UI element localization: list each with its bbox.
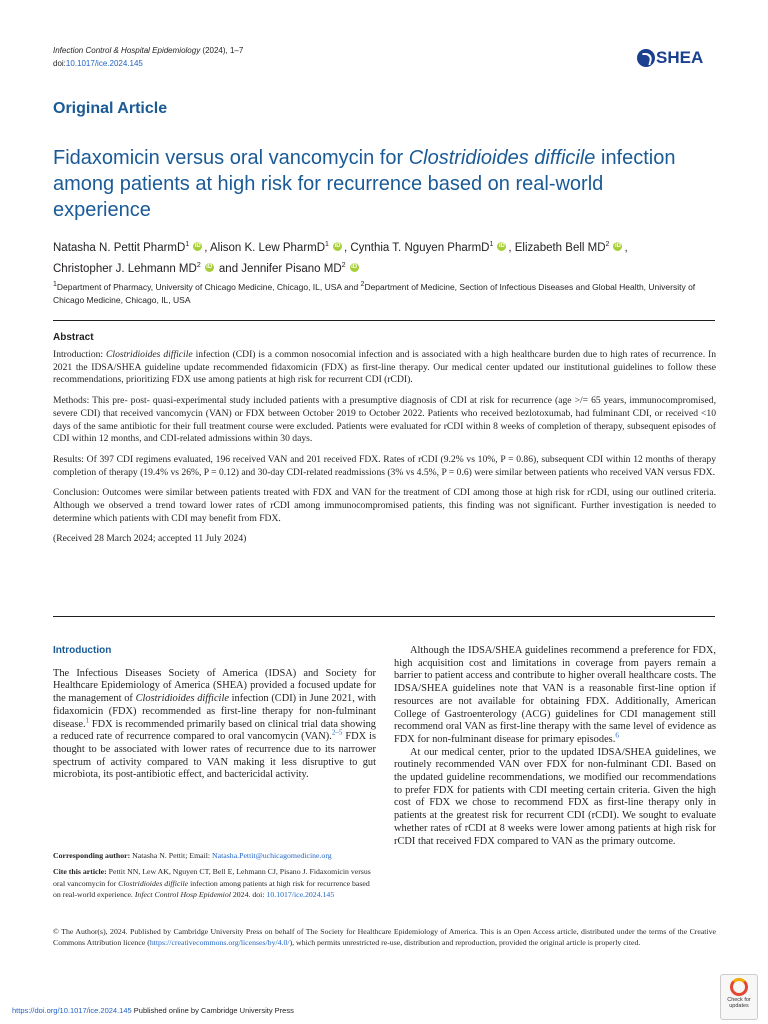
license-statement: © The Author(s), 2024. Published by Cambridge University Press on behalf of The Society for Healthcare Epidemiology of America. This is an Open Access article, distributed under the terms of the Creative Commons Attribution licence (https://creativecommons.org/licenses/by/4.0/), which permits unrestricted re-use, distribution and reproduction, provided the original article is properly cited. <box>53 927 716 948</box>
abstract-body <box>53 349 716 554</box>
divider <box>53 320 715 321</box>
article-type: Original Article <box>53 100 168 117</box>
author-aff: 1 <box>185 241 190 249</box>
shea-logo-icon <box>637 49 655 67</box>
doi-prefix: doi: <box>53 59 66 68</box>
email-link[interactable]: Natasha.Pettit@uchicagomedicine.org <box>212 851 332 860</box>
abstract-methods: Methods: This pre- post- quasi-experimental study included patients with a presumptive diagnosis of CDI at risk for recurrence (age >/= 65 years, immunocompromised, severe CDI) that received vancomycin (VAN) or FDX between October 2019 to October 2022. Patients who received bezlotoxumab, had fulminant CDI, or received <10 days of the same antibiotic for their full treatment course were excluded. Patients were evaluated for rCDI within 8 weeks of completion of therapy, subsequent episodes of CDI within 12 months, and CDI-related admissions within 30 days. <box>53 395 716 445</box>
orcid-icon[interactable]: iD <box>351 264 358 271</box>
orcid-icon[interactable]: iD <box>206 264 213 271</box>
license-link[interactable]: https://creativecommons.org/licenses/by/4.0/ <box>149 938 290 948</box>
author-aff: 2 <box>341 262 346 270</box>
body-paragraph: Although the IDSA/SHEA guidelines recommend a preference for FDX, high acquisition cost and limitations in coverage from payers remain a barrier to patient access and contribute to higher overall healthcare costs. The IDSA/SHEA guidelines note that VAN is a reasonable first-line option if resources are not available for obtaining FDX. Additionally, American College of Gastroenterology (ACG) guidelines for CDI management still recommend oral VAN as first-line therapy with the same level of evidence as FDX for non-fulminant disease for primary episodes.$^6$ <box>394 645 716 745</box>
ref-link[interactable]: 6 <box>615 731 619 740</box>
intro-column <box>53 645 376 782</box>
journal-header <box>53 44 243 70</box>
article-title <box>53 145 693 223</box>
shea-logo-text: SHEA <box>656 48 704 67</box>
abstract-results: Results: Of 397 CDI regimens evaluated, 196 received VAN and 201 received FDX. Rates of rCDI (9.2% vs 10%, P = 0.86), subsequent CDI within 12 months of therapy completion of therapy (19.4% vs 26%, P = 0.12) and 30-day CDI-related readmissions (3% vs 4.5%, P = 0.6) were similar between patients who received VAN versus FDX. <box>53 453 716 478</box>
author-aff: 1 <box>489 241 494 249</box>
check-for-updates-badge[interactable]: Check for updates <box>720 974 758 1020</box>
author-aff: 2 <box>196 262 201 270</box>
title-part2: infection among patients at high risk for recurrence based on real-world experience <box>53 147 676 221</box>
journal-meta: (2024), 1–7 <box>200 46 244 55</box>
author-aff: 1 <box>325 241 329 249</box>
abstract-introduction: Introduction: Clostridioides difficile infection (CDI) is a common nosocomial infection and is associated with a high healthcare burden due to high rates of recurrence. In 2021 the IDSA/SHEA guideline update recommended fidaxomicin (FDX) as first-line therapy. Our medical center updated our institutional guidelines to follow these recommendations, prioritizing FDX use among patients at high risk for recurrent CDI (rCDI). <box>53 349 717 386</box>
title-part1: Fidaxomicin versus oral vancomycin for <box>53 147 409 169</box>
title-italic: Clostridioides difficile <box>408 147 596 169</box>
abstract-heading: Abstract <box>53 332 94 343</box>
orcid-icon[interactable]: iD <box>194 243 201 250</box>
shea-logo <box>637 48 717 70</box>
orcid-icon[interactable]: iD <box>614 243 621 250</box>
author-name[interactable]: Elizabeth Bell MD <box>514 242 606 254</box>
ref-link[interactable]: 1 <box>85 716 90 725</box>
body-paragraph: At our medical center, prior to the updated IDSA/SHEA guidelines, we routinely recommended VAN over FDX for non-fulminant CDI. Based on the updated guideline recommendations, we modified our recommendations to prefer FDX for patients with CDI meeting certain criteria. Given the high cost of FDX we chose to recommend FDX as first-line therapy only in patients at the greatest risk for recurrent CDI (rCDI). We sought to evaluate whether rates of rCDI at 8 weeks were lower among patients at high risk for rCDI that received FDX compared to VAN as the primary outcome. <box>394 746 716 847</box>
author-name[interactable]: Alison K. Lew PharmD <box>209 242 326 254</box>
affiliations: $^1$Department of Pharmacy, University of Chicago Medicine, Chicago, IL, USA and $^2$Department of Medicine, Section of Infectious Diseases and Global Health, University of Chicago Medicine, Chicago, IL, USA <box>53 281 696 305</box>
cite-doi-link[interactable]: 10.1017/ice.2024.145 <box>266 890 335 900</box>
author-aff: 2 <box>605 241 610 249</box>
orcid-icon[interactable]: iD <box>334 243 341 250</box>
section-heading: Introduction <box>53 645 112 656</box>
right-column <box>394 645 716 848</box>
footnotes <box>53 850 376 906</box>
doi-url-link[interactable]: https://doi.org/10.1017/ice.2024.145 <box>12 1006 132 1015</box>
author-name[interactable]: Natasha N. Pettit PharmD <box>53 242 186 254</box>
ref-link[interactable]: 2–5 <box>331 728 343 737</box>
author-name[interactable]: Jennifer Pisano MD <box>241 263 342 275</box>
journal-title: Infection Control & Hospital Epidemiology <box>53 46 201 55</box>
divider <box>53 616 715 617</box>
corresponding-author: Corresponding author: Natasha N. Pettit; Email: Natasha.Pettit@uchicagomedicine.org <box>53 851 332 860</box>
doi-link[interactable]: 10.1017/ice.2024.145 <box>65 59 143 68</box>
intro-paragraph: The Infectious Diseases Society of America (IDSA) and Society for Healthcare Epidemiology of America (SHEA) provided a focused update for the management of Clostridioides difficile infection (CDI) in June 2021, with fidaxomicin (FDX) recommended as first-line therapy for non-fulminant disease.$^1$ FDX is recommended primarily based on clinical trial data showing a reduced rate of recurrence compared to oral vancomycin (VAN).$^{2-5}$ FDX is thought to be associated with lower rates of recurrence due to its narrower spectrum of activity compared to VAN making it less disruptive to gut microbiota, its post-antibiotic effect, and bactericidal activity. <box>53 667 376 781</box>
check-updates-icon <box>730 978 748 996</box>
cite-this-article: Cite this article: Pettit NN, Lew AK, Nguyen CT, Bell E, Lehmann CJ, Pisano J. Fidaxomicin versus oral vancomycin for Clostridioides difficile infection among patients at high risk for recurrence based on real-world experience. Infect Control Hosp Epidemiol 2024. doi: 10.1017/ice.2024.145 <box>53 867 371 900</box>
author-name[interactable]: Cynthia T. Nguyen PharmD <box>350 242 490 254</box>
abstract-received: (Received 28 March 2024; accepted 11 July 2024) <box>53 533 247 545</box>
bottom-bar: https://doi.org/10.1017/ice.2024.145 Published online by Cambridge University Press <box>12 1006 294 1015</box>
orcid-icon[interactable]: iD <box>498 243 505 250</box>
author-list: Natasha N. Pettit PharmD$^1$ iD , Alison K. Lew PharmD$^1$ iD , Cynthia T. Nguyen PharmD$^1$ iD , Elizabeth Bell $MD^2$ iD , Christopher J. Lehmann $MD^2$ iD and Jennifer Pisano $MD^2$ iD <box>53 241 628 275</box>
author-name[interactable]: Christopher J. Lehmann MD <box>53 263 197 275</box>
abstract-conclusion: Conclusion: Outcomes were similar between patients treated with FDX and VAN for the treatment of CDI among those at high risk for rCDI, using our outlined criteria. Although we observed a trend toward lower rates of rCDI among immunocompromised patients, this finding was not significant. Further investigation is needed to determine which patients with CDI may benefit from FDX. <box>53 487 716 524</box>
